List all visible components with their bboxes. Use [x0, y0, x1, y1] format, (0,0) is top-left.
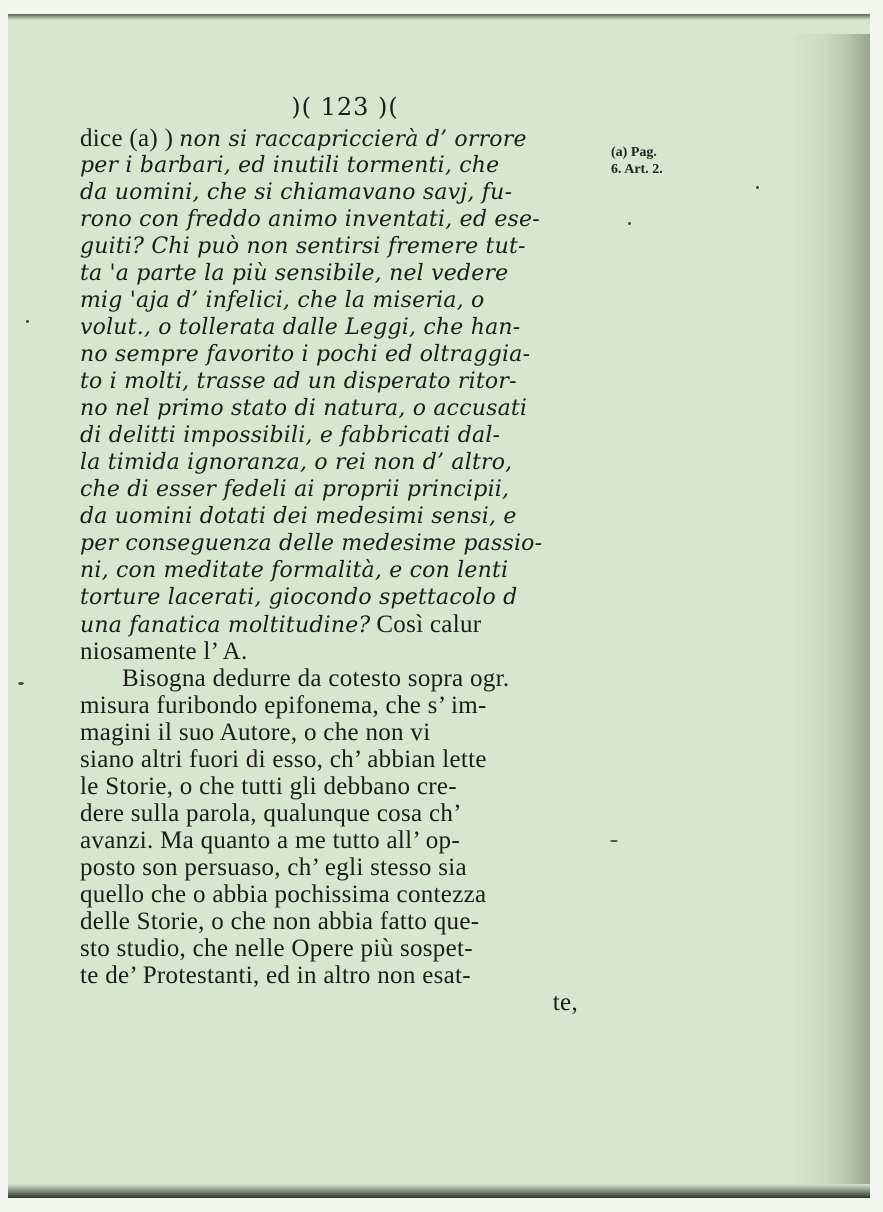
text-line: per conseguenza delle medesime passio- — [80, 531, 543, 556]
text-line: posto son persuaso, ch’ egli stesso sia — [80, 854, 467, 881]
text-line: ni, con meditate formalità, e con lenti — [80, 558, 509, 583]
text-line: la timida ignoranza, o rei non d’ altro, — [80, 450, 513, 475]
text-line: ta 'a parte la più sensibile, nel vedere — [80, 261, 509, 286]
line-segment: una fanatica moltitudine? — [80, 613, 371, 638]
text-line: guiti? Chi può non sentirsi fremere tut- — [80, 234, 526, 259]
text-line: di delitti impossibili, e fabbricati dal- — [80, 423, 501, 448]
margin-note-line: (a) Pag. — [611, 145, 657, 160]
text-line: rono con freddo animo inventati, ed ese- — [80, 207, 540, 232]
text-line: che di esser fedeli ai proprii principii, — [80, 477, 510, 502]
paper-speck — [26, 320, 29, 323]
text-line: siano altri fuori di esso, ch’ abbian lette — [80, 746, 487, 773]
text-line: volut., o tollerata dalle Leggi, che han- — [80, 315, 521, 340]
text-line: misura furibondo epifonema, che s’ im- — [80, 692, 487, 719]
text-line: da uomini dotati dei medesimi sensi, e — [80, 504, 517, 529]
text-line: Bisogna dedurre da cotesto sopra ogr. — [122, 665, 510, 692]
line-segment: Così calur — [376, 611, 482, 638]
text-line: quello che o abbia pochissima contezza — [80, 881, 487, 908]
text-line: to i molti, trasse ad un disperato ritor- — [80, 369, 517, 394]
book-page — [8, 14, 870, 1198]
page-fore-edge — [790, 34, 870, 1184]
text-line: sto studio, che nelle Opere più sospet- — [80, 935, 473, 962]
text-line: no sempre favorito i pochi ed oltraggia- — [80, 342, 531, 367]
text-line: niosamente l’ A. — [80, 638, 248, 665]
paper-speck — [628, 222, 631, 225]
line-segment: non si raccapriccierà d’ orrore — [179, 127, 527, 152]
text-line: avanzi. Ma quanto a me tutto all’ op- — [80, 827, 460, 854]
text-line: da uomini, che si chiamavano savj, fu- — [80, 180, 513, 205]
margin-footnote — [611, 144, 663, 178]
text-line: no nel primo stato di natura, o accusati — [80, 396, 528, 421]
paper-speck — [18, 682, 24, 685]
text-line: te de’ Protestanti, ed in altro non esat- — [80, 962, 471, 989]
text-line: le Storie, o che tutti gli debbano cre- — [80, 773, 457, 800]
text-line: magini il suo Autore, o che non vi — [80, 719, 431, 746]
paper-speck — [756, 186, 759, 189]
text-line: delle Storie, o che non abbia fatto que- — [80, 908, 480, 935]
margin-note-line: 6. Art. 2. — [611, 162, 663, 177]
text-line: dere sulla parola, qualunque cosa ch’ — [80, 800, 462, 827]
paper-speck — [610, 840, 618, 842]
line-segment: dice (a) ) — [80, 125, 174, 152]
text-line: torture lacerati, giocondo spettacolo d — [80, 585, 518, 610]
text-line: mig 'aja d’ infelici, che la miseria, o — [80, 288, 485, 313]
body-text — [80, 125, 600, 989]
text-block — [80, 89, 600, 1016]
text-line — [80, 611, 600, 638]
catchword: te, — [552, 989, 578, 1016]
text-line: per i barbari, ed inutili tormenti, che — [80, 153, 500, 178]
text-line — [80, 125, 600, 152]
page-header: )( 123 )( — [291, 93, 399, 121]
